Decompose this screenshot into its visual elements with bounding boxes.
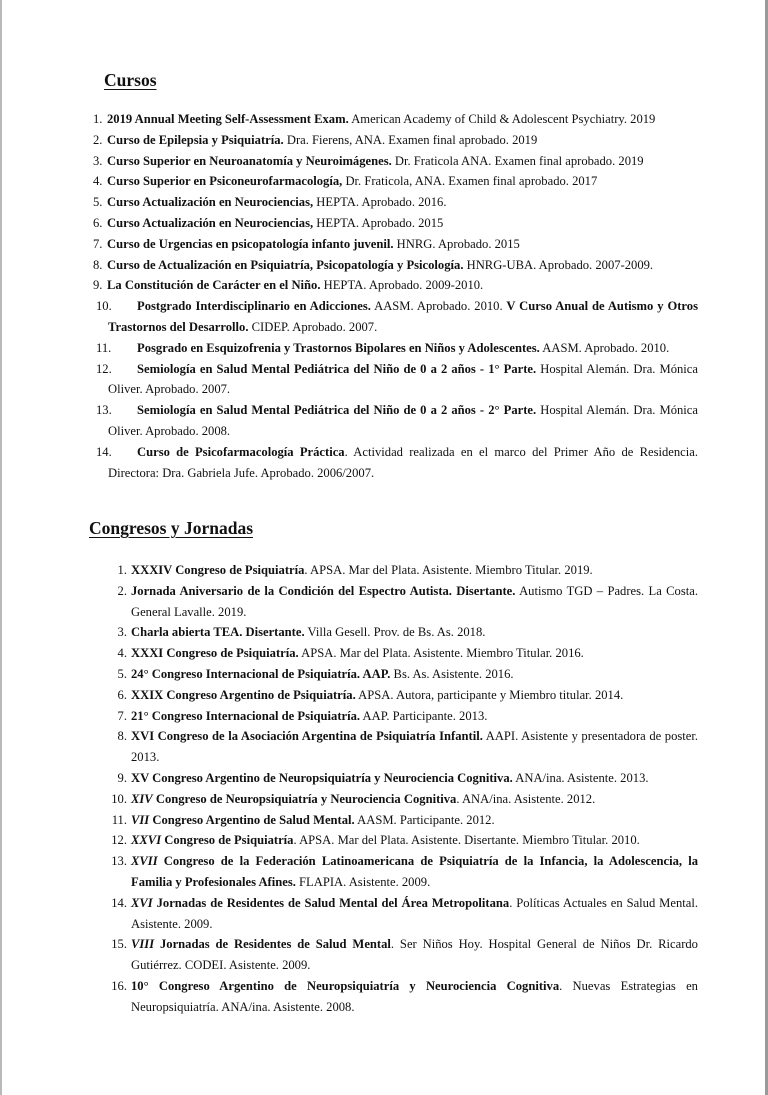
item-number: 4. (117, 646, 127, 661)
list-item (93, 338, 698, 359)
item-number: 12. (111, 833, 127, 848)
item-number: 3. (93, 153, 103, 168)
item-text (127, 726, 698, 768)
item-title: Curso de Urgencias en psicopatología infanto juvenil. (107, 236, 394, 251)
item-detail: HEPTA. Aprobado. 2015 (313, 215, 444, 230)
item-number: 6. (93, 215, 103, 230)
list-item (103, 810, 698, 831)
item-title: Semiología en Salud Mental Pediátrica del Niño de 0 a 2 años - 1° Parte. (137, 361, 537, 376)
item-text (107, 154, 644, 168)
item-title: 21° Congreso Internacional de Psiquiatría. (131, 708, 361, 723)
item-detail: American Academy of Child & Adolescent Psychiatry. 2019 (348, 112, 656, 126)
item-title: Charla abierta TEA. Disertante. (131, 625, 305, 640)
item-text (127, 581, 698, 623)
list-item (103, 893, 698, 935)
item-number: 13. (111, 854, 127, 869)
item-number: 5. (93, 195, 103, 210)
item-detail: Dra. Fierens, ANA. Examen final aprobado. 2019 (283, 132, 538, 147)
list-item (93, 130, 698, 151)
item-text (127, 934, 698, 976)
item-title: XV Congreso Argentino de Neuropsiquiatría y Neurociencia Cognitiva. (131, 770, 513, 785)
item-number: 1. (117, 563, 127, 577)
item-detail: AASM. Aprobado. 2010. (370, 299, 503, 314)
item-text (127, 851, 698, 893)
list-item (93, 213, 698, 234)
item-detail: HEPTA. Aprobado. 2016. (313, 195, 447, 210)
item-title: XXVI Congreso de Psiquiatría (131, 833, 294, 848)
item-detail: Dr. Fraticola, ANA. Examen final aprobado. 2017 (342, 174, 598, 189)
item-title: 24° Congreso Internacional de Psiquiatría. AAP. (131, 666, 391, 681)
item-number: 9. (117, 770, 127, 785)
item-title: Curso de Epilepsia y Psiquiatría. (107, 132, 284, 147)
item-title: Curso Superior en Neuroanatomía y Neuroimágenes. (107, 153, 392, 168)
list-item (103, 768, 698, 789)
item-title: XXXIV Congreso de Psiquiatría (131, 563, 305, 577)
item-detail: . APSA. Mar del Plata. Asistente. Disertante. Miembro Titular. 2010. (293, 833, 640, 848)
item-text (127, 664, 698, 685)
list-item (93, 151, 698, 172)
item-title: XVI Congreso de la Asociación Argentina de Psiquiatría Infantil. (131, 729, 483, 744)
list-item (93, 109, 698, 130)
item-detail: APSA. Mar del Plata. Asistente. Miembro Titular. 2016. (298, 646, 584, 661)
item-title: Semiología en Salud Mental Pediátrica del Niño de 0 a 2 años - 2° Parte. (137, 403, 537, 418)
item-detail: FLAPIA. Asistente. 2009. (295, 874, 431, 889)
item-number: 1. (93, 112, 103, 126)
roman-numeral: VIII (131, 937, 155, 952)
item-text (127, 768, 698, 789)
item-number: 7. (93, 236, 103, 251)
item-detail: . Ser Niños Hoy. Hospital General de Niños Dr. Ricardo Gutiérrez. CODEI. Asistente. 2009. (131, 937, 698, 973)
item-detail: HNRG. Aprobado. 2015 (393, 236, 520, 251)
item-text (127, 789, 698, 810)
item-number: 14. (96, 444, 112, 459)
item-number: 7. (117, 708, 127, 723)
item-text (107, 133, 537, 147)
item-title: 2019 Annual Meeting Self-Assessment Exam. (107, 112, 349, 126)
item-detail: Villa Gesell. Prov. de Bs. As. 2018. (304, 625, 486, 640)
list-item (93, 275, 698, 296)
item-title: Jornada Aniversario de la Condición del Espectro Autista. Disertante. (131, 583, 516, 598)
item-text (108, 362, 698, 397)
item-number: 8. (117, 729, 127, 744)
item-detail: AAPI. Asistente y presentadora de poster. 2013. (131, 729, 698, 765)
item-number: 12. (96, 361, 112, 376)
item-title: XVI Jornadas de Residentes de Salud Mental del Área Metropolitana (131, 895, 510, 910)
item-detail: APSA. Autora, participante y Miembro titular. 2014. (355, 687, 624, 702)
item-text (108, 445, 698, 480)
list-item (93, 192, 698, 213)
item-detail: AASM. Aprobado. 2010. (539, 340, 670, 355)
list-item (103, 830, 698, 851)
item-detail-2: CIDEP. Aprobado. 2007. (248, 319, 378, 334)
item-text (107, 237, 520, 251)
item-title: Curso Superior en Psiconeurofarmacología, (107, 174, 343, 189)
item-number: 16. (111, 978, 127, 993)
roman-numeral: XXVI (131, 833, 162, 848)
item-text (107, 258, 653, 272)
list-item (93, 234, 698, 255)
item-number: 11. (96, 340, 112, 355)
roman-numeral: VII (131, 812, 150, 827)
section-heading-congresos: Congresos y Jornadas (89, 518, 254, 538)
item-title: XXIX Congreso Argentino de Psiquiatría. (131, 687, 356, 702)
item-number: 9. (93, 278, 103, 293)
item-number: 10. (96, 299, 112, 314)
item-text (108, 403, 698, 438)
list-item (103, 622, 698, 643)
item-title: Curso de Psicofarmacología Práctica (137, 444, 345, 459)
item-detail: . APSA. Mar del Plata. Asistente. Miembro Titular. 2019. (304, 563, 593, 577)
item-title: VII Congreso Argentino de Salud Mental. (131, 812, 355, 827)
item-title: VIII Jornadas de Residentes de Salud Mental (131, 937, 391, 952)
item-text (127, 706, 698, 727)
item-number: 5. (117, 666, 127, 681)
item-title: 10° Congreso Argentino de Neuropsiquiatría y Neurociencia Cognitiva (131, 978, 560, 993)
list-item (93, 171, 698, 192)
list-item (93, 442, 698, 484)
item-detail: ANA/ina. Asistente. 2013. (512, 770, 649, 785)
page-edge-left (0, 0, 2, 1095)
list-item (103, 581, 698, 623)
list-item (103, 851, 698, 893)
cursos-list (93, 109, 698, 483)
item-number: 14. (111, 895, 127, 910)
list-item (103, 789, 698, 810)
item-text (107, 112, 655, 126)
item-title: XVII Congreso de la Federación Latinoamericana de Psiquiatría de la Infancia, la Adolescencia, la Familia y Profesionales Afines. (131, 854, 698, 889)
item-detail: Bs. As. Asistente. 2016. (390, 666, 514, 681)
roman-numeral: XVI (131, 895, 153, 910)
item-number: 13. (96, 403, 112, 418)
list-item (93, 296, 698, 338)
item-text (108, 299, 698, 334)
congresos-list (103, 560, 698, 1018)
list-item (103, 726, 698, 768)
roman-numeral: XVII (131, 854, 158, 869)
list-item (103, 560, 698, 581)
item-title: Postgrado Interdisciplinario en Adicciones. (137, 299, 371, 314)
item-detail: Dr. Fraticola ANA. Examen final aprobado. 2019 (391, 153, 644, 168)
section-heading-cursos: Cursos (104, 70, 157, 90)
list-item (103, 934, 698, 976)
item-detail: Hospital Alemán. Dra. Mónica Oliver. Aprobado. 2007. (108, 361, 698, 397)
item-title: Curso Actualización en Neurociencias, (107, 215, 314, 230)
item-text (127, 976, 698, 1018)
item-number: 2. (93, 132, 103, 147)
list-item (93, 400, 698, 442)
item-text (127, 830, 698, 851)
item-text (127, 685, 698, 706)
item-text (127, 810, 698, 831)
item-number: 4. (93, 174, 103, 189)
item-detail: . ANA/ina. Asistente. 2012. (456, 791, 596, 806)
item-title: XIV Congreso de Neuropsiquiatría y Neurociencia Cognitiva (131, 791, 457, 806)
item-detail: HEPTA. Aprobado. 2009-2010. (320, 278, 484, 293)
item-text (107, 174, 597, 188)
item-text (127, 622, 698, 643)
item-title: Curso Actualización en Neurociencias, (107, 195, 314, 210)
item-text (127, 643, 698, 664)
item-detail: AAP. Participante. 2013. (360, 708, 488, 723)
item-title: La Constitución de Carácter en el Niño. (107, 278, 321, 293)
item-text (107, 278, 483, 292)
item-number: 15. (111, 937, 127, 952)
item-title-2: V Curso Anual de Autismo y Otros Trastornos del Desarrollo. (108, 299, 698, 334)
item-detail: . Políticas Actuales en Salud Mental. Asistente. 2009. (131, 895, 698, 931)
list-item (103, 706, 698, 727)
list-item (103, 664, 698, 685)
list-item (103, 685, 698, 706)
item-title: XXXI Congreso de Psiquiatría. (131, 646, 299, 661)
item-number: 2. (117, 583, 127, 598)
item-detail: Autismo TGD – Padres. La Costa. General Lavalle. 2019. (131, 583, 698, 619)
list-item (103, 643, 698, 664)
item-text (107, 195, 446, 209)
roman-numeral: XIV (131, 791, 153, 806)
item-detail: . Actividad realizada en el marco del Primer Año de Residencia. Directora: Dra. Gabriela Jufe. Aprobado. 2006/2007. (108, 444, 698, 480)
item-text (127, 893, 698, 935)
item-detail: . Nuevas Estrategias en Neuropsiquiatría. ANA/ina. Asistente. 2008. (131, 978, 698, 1014)
item-number: 10. (111, 791, 127, 806)
list-item (103, 976, 698, 1018)
item-text (107, 216, 443, 230)
item-number: 8. (93, 257, 103, 272)
list-item (93, 359, 698, 401)
item-detail: HNRG-UBA. Aprobado. 2007-2009. (463, 257, 654, 272)
item-title: Posgrado en Esquizofrenia y Trastornos Bipolares en Niños y Adolescentes. (137, 340, 540, 355)
item-number: 3. (117, 625, 127, 640)
item-detail: Hospital Alemán. Dra. Mónica Oliver. Aprobado. 2008. (108, 403, 698, 438)
item-number: 6. (117, 687, 127, 702)
item-text (127, 560, 698, 581)
list-item (93, 255, 698, 276)
item-number: 11. (111, 812, 127, 827)
item-text (137, 341, 669, 355)
item-title: Curso de Actualización en Psiquiatría, Psicopatología y Psicología. (107, 257, 464, 272)
item-detail: AASM. Participante. 2012. (354, 812, 495, 827)
